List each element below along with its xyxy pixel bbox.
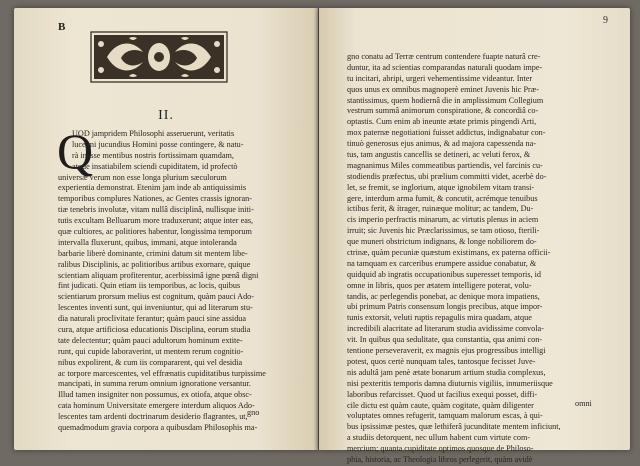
chapter-heading: II. — [158, 108, 174, 123]
text-line: quidquid ab ingratis occupationibus superesset temporis, id — [347, 269, 541, 279]
text-line: que muneri obstrictum indignans, & longe nobiliorem do- — [347, 237, 537, 247]
text-line: tus, tam angustis cancellis se detineri, ac veluti ferox, & — [347, 150, 531, 160]
text-line: experientia demonstrat. Etenim jam inde ab antiquissimis — [58, 183, 247, 193]
text-line: nisi pexteritis temporis damna diuturnis vigiliis, innumeriisque — [347, 378, 553, 388]
text-line: tutis excultam Belluarum more traduxerunt; atque inter eas, — [58, 216, 254, 226]
right-page-text — [347, 52, 561, 466]
text-line: duntur, ita ad scientias comparandas naturali quodam impe- — [347, 62, 543, 72]
left-catchword: gno — [247, 408, 260, 417]
text-line: fint judicati. Quin etiam iis temporibus, ac locis, quibus — [58, 281, 241, 291]
text-line: scientiam aliquam profiterentur, acerbissimâ igne pœnâ digni — [58, 270, 259, 280]
text-line: cile dictu est quàm caute, quàm cogitate, quàm diligenter — [347, 400, 534, 410]
text-line: optastis. Cum enim ab ineunte ætate primis pingendi Arti, — [347, 117, 537, 127]
text-line: a studiis detorquent, nec ullum habent cum virtute com- — [347, 433, 531, 443]
text-line: ac torpore marcescentes, vel effrænatis cupiditatibus turpissime — [58, 368, 266, 378]
text-line: gno conatu ad Terræ centrum contendere fuapte naturâ cre- — [347, 52, 541, 61]
text-line: nis adultâ jam penè ætate bonarum artium studia complexus, — [347, 367, 546, 377]
text-line: runt, qui cupide laboraverint, ut mentem rerum cognitio- — [58, 346, 244, 356]
ornamental-headpiece-icon — [89, 30, 229, 84]
text-line: voluptates omnes refugerit, tamquam malorum escas, à qui- — [347, 411, 543, 421]
text-line: magnanimus Miles commeatibus partiendis, vel farcinis cu- — [347, 160, 543, 170]
text-line: phia, historia, ac Theologia libros perlegerit, quàm avidè — [347, 454, 533, 464]
text-line: let, se fremit, se inglorium, atque ignobilem vitam transi- — [347, 182, 535, 192]
text-line: ralibus Disciplinis, ac politioribus artibus exornare, quique — [58, 259, 251, 269]
text-line: mox paternæ negotiationi fuisset addictus, indignabatur con- — [347, 128, 546, 138]
text-line: potest, quos certè nunquam tales, tantosque fecisset Juve- — [347, 356, 536, 366]
text-line: rà inesse mentibus nostris fortissimam quamdam, — [72, 150, 234, 160]
text-line: tu incitari, abripi, urgeri vehementissime videantur. Inter — [347, 73, 533, 83]
text-line: mancipati, in summa rerum omnium ignoratione versantur. — [58, 379, 251, 389]
text-line: irruit; sic Juvenis hic Præclarissimus, se tam otioso, fterili- — [347, 226, 540, 236]
text-line: temporibus complures Nationes, ac Gentes crassis ignoran- — [58, 194, 252, 204]
drop-cap-initial: Q — [56, 123, 94, 179]
text-line: tandis, ac perlegendis ponebat, ac denique mora impatiens, — [347, 291, 540, 301]
text-line: intervalla fluxerunt, quibus, immani, atque intoleranda — [58, 237, 237, 247]
text-line: quæ cultiores, ac politiores habentur, longissima temporum — [58, 227, 252, 237]
text-line: tinuò generosus ejus animus, & ad majora capessenda na- — [347, 139, 536, 149]
text-line: ictibus ferit, & ítrager, ruinæque molitur; ac tandem, Du- — [347, 204, 534, 214]
text-line: scientiarum prorsum melius est cognitum, quàm pauci Ado- — [58, 292, 255, 302]
text-line: tate delectentur; quàm pauci adultorum hominum extite- — [58, 335, 243, 345]
text-line: Illud tamen insigniter non possumus, ex otiofa, atque obsc- — [58, 390, 252, 400]
right-catchword: omni — [575, 399, 592, 408]
text-line: bus ipsissimæ pestes, quæ lethiferâ jucunditate mentem inficiunt, — [347, 422, 561, 432]
left-page-text — [58, 129, 266, 434]
text-line: atque insatiabilem sciendi cupiditatem, id profectò — [72, 161, 238, 171]
text-line: UOD jampridem Philosophi asseruerunt, veritatis — [72, 129, 235, 138]
text-line: ubi primum Patris consensum longis precibus, atque impor- — [347, 302, 543, 312]
text-line: incredibili alacritate ad literarum studia avidissime convola- — [347, 324, 544, 334]
book-spread — [14, 8, 630, 464]
text-line: universæ verum non esse longa plurium sæculorum — [58, 172, 227, 182]
text-line: mercium; quanta cupiditate optimos quosque de Philoso- — [347, 444, 534, 454]
text-line: omne in libris, quos per ætatem intelligere poterat, volu- — [347, 280, 532, 290]
text-line: lescentes inventi sunt, qui inveniuntur, qui ad literarum stu- — [58, 303, 253, 313]
text-line: cura, atque artificiosa educationis Disciplina, eorum studia — [58, 325, 251, 335]
text-line: tunis extorsit, veluti ruptis repagulis mira quadam, atque — [347, 313, 532, 323]
text-line: lescentes tam ardenti doctrinarum desiderio flagrantes, ut, — [58, 412, 248, 422]
text-line: stodiendis præfectus, ubi prælium committi videt, acerbè do- — [347, 171, 547, 181]
right-page — [319, 8, 630, 464]
text-line: luce mi jucundius Homini posse contingere, & natu- — [72, 139, 244, 149]
text-line: gere, interdum arma fumit, & concutit, acrémque tenuibus — [347, 193, 538, 203]
text-line: stantissimus, quem hodiernâ die in amplissimum Collegium — [347, 95, 544, 105]
left-page — [14, 8, 318, 450]
text-line: cata hominum Universitate emergere interdum aliquos Ado- — [58, 401, 255, 411]
page-number: 9 — [603, 15, 608, 26]
text-line: cis imperio perfractis minarum, ac virtutis plenus in aciem — [347, 215, 539, 225]
text-line: vestrum summâ animorum conspiratione, & concordiâ co- — [347, 106, 539, 116]
text-line: dia naturali proclivitate ferantur; quàm pauci sine assidua — [58, 314, 247, 324]
text-line: na tamquam ex carceribus erumpere assidue conabatur, & — [347, 258, 537, 268]
text-line: barbarie liberè dominante, crimini datum sit mentem libe- — [58, 248, 248, 258]
text-line: vit. In quibus qua sedulitate, qua constantia, qua animi con- — [347, 335, 543, 345]
text-line: ctrinæ, quàm pecuniæ quæstum existimans, ex paterna officii- — [347, 248, 551, 258]
text-line: laboribus refarcisset. Quod ut facilius exequi posset, diffi- — [347, 389, 538, 399]
text-line: tiæ tenebris involutæ, vitam nullâ disciplinâ, nullisque initi- — [58, 205, 254, 215]
text-line: tentione perseveraverit, ex magnis ejus progressibus intelligi — [347, 346, 546, 356]
text-line: nibus expolirent, & cum iis compararent, qui vel desidia — [58, 357, 243, 367]
signature-mark: B — [58, 21, 66, 33]
text-line: quemadmodum gravia corpora a quibusdam Philosophis ma- — [58, 423, 258, 433]
text-line: quos unus ex omnibus magnoperè eminet Juvenis hic Præ- — [347, 84, 539, 94]
